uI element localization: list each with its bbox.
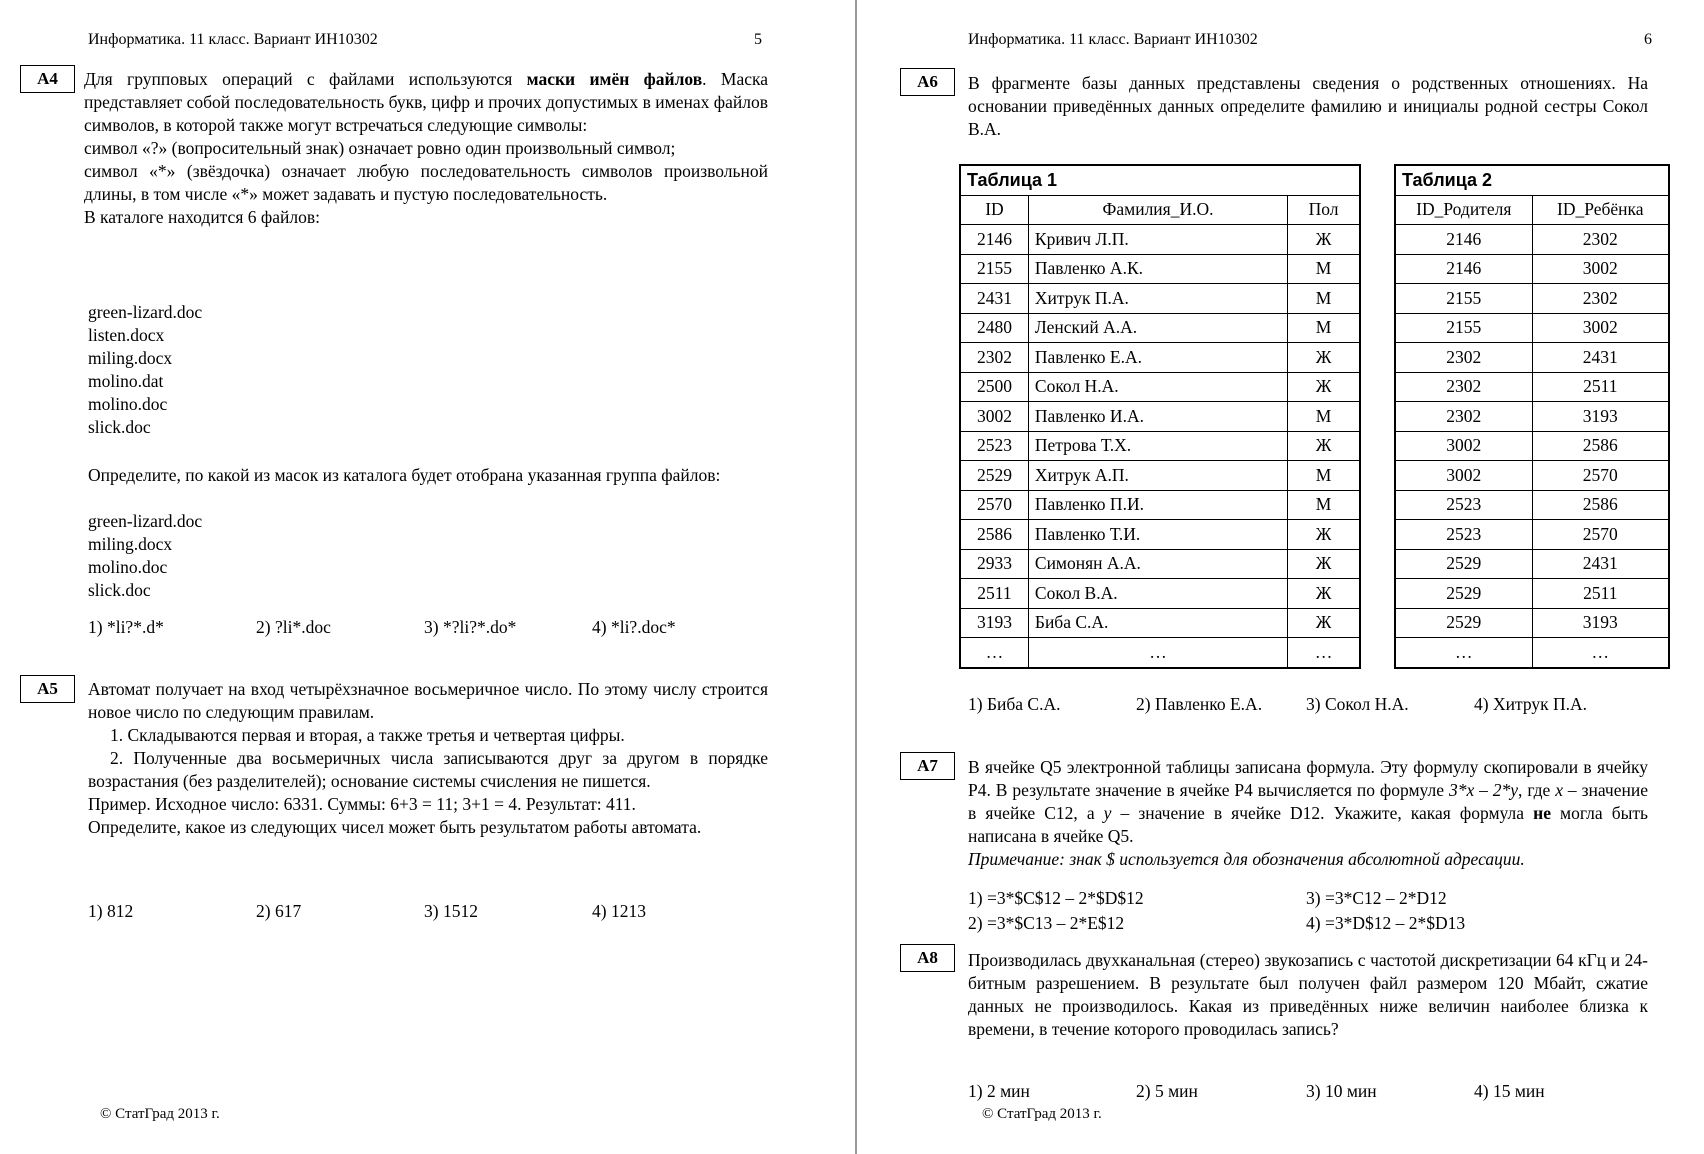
table-row bbox=[1396, 608, 1669, 638]
a5-option-4[interactable]: 4) 1213 bbox=[592, 901, 646, 921]
a4-option-1[interactable]: 1) *li?*.d* bbox=[88, 617, 164, 637]
table-cell: Павленко А.К. bbox=[1028, 254, 1287, 284]
a4-question: Определите, по какой из масок из каталога будет отобрана указанная группа файлов: bbox=[88, 465, 721, 485]
table-row bbox=[1396, 372, 1669, 402]
page-header bbox=[968, 28, 1658, 51]
table-cell: Петрова Т.Х. bbox=[1028, 431, 1287, 461]
table-row bbox=[961, 254, 1360, 284]
table-1 bbox=[960, 165, 1360, 668]
table-cell: 2431 bbox=[1532, 343, 1668, 373]
a6-intro: В фрагменте базы данных представлены сведения о родственных отношениях. На основании приведённых данных определите фамилию и инициалы родной сестры Сокол В.А. bbox=[968, 73, 1648, 139]
table-cell: 2570 bbox=[1532, 520, 1668, 550]
table-cell: М bbox=[1288, 284, 1360, 314]
a8-option-2[interactable]: 2) 5 мин bbox=[1136, 1081, 1198, 1101]
table-row bbox=[961, 608, 1360, 638]
a5-option-3[interactable]: 3) 1512 bbox=[424, 901, 478, 921]
page-right bbox=[858, 0, 1704, 1154]
table-row bbox=[1396, 343, 1669, 373]
table-cell: 2529 bbox=[961, 461, 1029, 491]
table2-caption: Таблица 2 bbox=[1396, 166, 1669, 196]
table-row bbox=[1396, 431, 1669, 461]
a4-rule-question-mark: символ «?» (вопросительный знак) означает ровно один произвольный символ; bbox=[84, 138, 676, 158]
a8-options bbox=[968, 1080, 1644, 1103]
table-cell: 2302 bbox=[961, 343, 1029, 373]
table-cell: Ж bbox=[1288, 608, 1360, 638]
table-row bbox=[1396, 313, 1669, 343]
question-label-a7: А7 bbox=[900, 752, 955, 780]
table-cell: Сокол В.А. bbox=[1028, 579, 1287, 609]
a7-body bbox=[968, 756, 1648, 871]
page-number: 6 bbox=[1644, 31, 1652, 48]
table-cell: 2155 bbox=[961, 254, 1029, 284]
table1-caption: Таблица 1 bbox=[961, 166, 1360, 196]
table-cell: 2302 bbox=[1396, 372, 1533, 402]
table-cell: 2511 bbox=[1532, 372, 1668, 402]
table-cell: 2146 bbox=[961, 225, 1029, 255]
a4-intro: Для групповых операций с файлами используются маски имён файлов. Маска представляет собой последовательность букв, цифр и прочих допустимых в именах файлов символов, в которой также могут встречаться следующие символы: bbox=[84, 69, 768, 135]
table-cell: М bbox=[1288, 313, 1360, 343]
a8-option-4[interactable]: 4) 15 мин bbox=[1474, 1081, 1545, 1101]
table-cell: … bbox=[1288, 638, 1360, 668]
page-header bbox=[88, 28, 768, 51]
table-row bbox=[1396, 638, 1669, 668]
question-label-a5: А5 bbox=[20, 675, 75, 703]
table1-header-cell: ID bbox=[961, 195, 1029, 225]
table-cell: 2523 bbox=[961, 431, 1029, 461]
table-cell: 2586 bbox=[1532, 490, 1668, 520]
a7-options bbox=[968, 887, 1658, 935]
table-cell: Ж bbox=[1288, 431, 1360, 461]
table-cell: … bbox=[1396, 638, 1533, 668]
table-row bbox=[1396, 520, 1669, 550]
table-cell: 2511 bbox=[961, 579, 1029, 609]
table-cell: 3002 bbox=[1396, 431, 1533, 461]
table-row bbox=[1396, 225, 1669, 255]
table-cell: 3002 bbox=[1532, 254, 1668, 284]
table-cell: 2146 bbox=[1396, 254, 1533, 284]
page-footer: © СтатГрад 2013 г. bbox=[100, 1106, 220, 1122]
table-row bbox=[961, 343, 1360, 373]
table-cell: 2933 bbox=[961, 549, 1029, 579]
a5-example: Пример. Исходное число: 6331. Суммы: 6+3 = 11; 3+1 = 4. Результат: 411. bbox=[88, 794, 636, 814]
list-item: miling.docx bbox=[88, 348, 173, 368]
table-cell: 2146 bbox=[1396, 225, 1533, 255]
table-row bbox=[1396, 402, 1669, 432]
table-cell: … bbox=[1532, 638, 1668, 668]
table-cell: М bbox=[1288, 254, 1360, 284]
table-cell: 2500 bbox=[961, 372, 1029, 402]
table-cell: Кривич Л.П. bbox=[1028, 225, 1287, 255]
a4-rule-asterisk: символ «*» (звёздочка) означает любую последовательность символов произвольной длины, в том числе «*» может задавать и пустую последовательность. bbox=[84, 161, 768, 204]
question-label-a4: А4 bbox=[20, 65, 75, 93]
table-row bbox=[961, 225, 1360, 255]
table-cell: Павленко П.И. bbox=[1028, 490, 1287, 520]
question-label-a6: А6 bbox=[900, 68, 955, 96]
a4-file-list bbox=[88, 301, 202, 439]
question-label-a8: А8 bbox=[900, 944, 955, 972]
list-item: molino.dat bbox=[88, 371, 164, 391]
table-cell: 2570 bbox=[1532, 461, 1668, 491]
a5-option-2[interactable]: 2) 617 bbox=[256, 901, 302, 921]
table-cell: 3193 bbox=[961, 608, 1029, 638]
table-cell: Ж bbox=[1288, 579, 1360, 609]
table-cell: 2586 bbox=[961, 520, 1029, 550]
table-cell: 2570 bbox=[961, 490, 1029, 520]
table-cell: М bbox=[1288, 490, 1360, 520]
a7-note: Примечание: знак $ используется для обозначения абсолютной адресации. bbox=[968, 849, 1525, 869]
table-cell: 2523 bbox=[1396, 520, 1533, 550]
table-row bbox=[961, 520, 1360, 550]
table-cell: 2302 bbox=[1532, 225, 1668, 255]
table-cell: Павленко И.А. bbox=[1028, 402, 1287, 432]
a7-option-1[interactable]: 1) =3*$C$12 – 2*$D$12 bbox=[968, 888, 1144, 908]
table-cell: 3002 bbox=[961, 402, 1029, 432]
table-cell: 2302 bbox=[1396, 343, 1533, 373]
table-row bbox=[961, 490, 1360, 520]
list-item: molino.doc bbox=[88, 557, 168, 577]
table-cell: 2431 bbox=[961, 284, 1029, 314]
table-row bbox=[1396, 254, 1669, 284]
list-item: miling.docx bbox=[88, 534, 173, 554]
a5-step-1: 1. Складываются первая и вторая, а также третья и четвертая цифры. bbox=[110, 725, 625, 745]
table-cell: 3002 bbox=[1396, 461, 1533, 491]
table-row bbox=[1396, 549, 1669, 579]
a8-option-1[interactable]: 1) 2 мин bbox=[968, 1081, 1030, 1101]
a7-text: В ячейке Q5 электронной таблицы записана формула. Эту формулу скопировали в ячейку P4. В результате значение в ячейке P4 вычисляется по формуле 3*x – 2*y, где x – значение в ячейке C12, а y – значение в ячейке D12. Укажите, какая формула не могла быть написана в ячейке Q5. bbox=[968, 757, 1649, 846]
table-cell: … bbox=[961, 638, 1029, 668]
table-cell: М bbox=[1288, 402, 1360, 432]
a8-text: Производилась двухканальная (стерео) звукозапись с частотой дискретизации 64 кГц и 24-битным разрешением. В результате был получен файл размером 120 Мбайт, сжатие данных не производилось. Какая из приведённых ниже величин наиболее близка к времени, в течение которого проводилась запись? bbox=[968, 950, 1648, 1039]
table-cell: Ж bbox=[1288, 520, 1360, 550]
table-cell: 2523 bbox=[1396, 490, 1533, 520]
table-row bbox=[961, 549, 1360, 579]
table-cell: Хитрук А.П. bbox=[1028, 461, 1287, 491]
table-cell: Павленко Т.И. bbox=[1028, 520, 1287, 550]
a7-option-2[interactable]: 2) =3*$C13 – 2*E$12 bbox=[968, 913, 1125, 933]
table-cell: 3002 bbox=[1532, 313, 1668, 343]
a4-option-2[interactable]: 2) ?li*.doc bbox=[256, 617, 331, 637]
table-row bbox=[1396, 579, 1669, 609]
a8-option-3[interactable]: 3) 10 мин bbox=[1306, 1081, 1377, 1101]
table-cell: Сокол Н.А. bbox=[1028, 372, 1287, 402]
table-row bbox=[961, 579, 1360, 609]
a6-option-4[interactable]: 4) Хитрук П.А. bbox=[1474, 694, 1587, 714]
table-cell: 2302 bbox=[1396, 402, 1533, 432]
list-item: green-lizard.doc bbox=[88, 302, 203, 322]
table-cell: Хитрук П.А. bbox=[1028, 284, 1287, 314]
table-row bbox=[1396, 284, 1669, 314]
table-row bbox=[961, 638, 1360, 668]
table-row bbox=[961, 372, 1360, 402]
a6-option-1[interactable]: 1) Биба С.А. bbox=[968, 694, 1061, 714]
a4-options bbox=[88, 616, 760, 639]
a6-options bbox=[968, 693, 1644, 716]
table-cell: Ж bbox=[1288, 225, 1360, 255]
table-cell: М bbox=[1288, 461, 1360, 491]
a4-option-3[interactable]: 3) *?li?*.do* bbox=[424, 617, 517, 637]
table-cell: Ж bbox=[1288, 343, 1360, 373]
table-cell: 3193 bbox=[1532, 608, 1668, 638]
table-row bbox=[1396, 461, 1669, 491]
a5-intro: Автомат получает на вход четырёхзначное восьмеричное число. По этому числу строится новое число по следующим правилам. bbox=[88, 679, 768, 722]
a4-option-4[interactable]: 4) *li?.doc* bbox=[592, 617, 676, 637]
table-cell: 2529 bbox=[1396, 579, 1533, 609]
table-cell: Биба С.А. bbox=[1028, 608, 1287, 638]
table1-header-cell: Фамилия_И.О. bbox=[1028, 195, 1287, 225]
page-footer: © СтатГрад 2013 г. bbox=[982, 1106, 1102, 1122]
a4-selected-files bbox=[88, 510, 202, 602]
a4-catalog-intro: В каталоге находится 6 файлов: bbox=[84, 207, 320, 227]
header-title: Информатика. 11 класс. Вариант ИН10302 bbox=[968, 31, 1258, 48]
table-row bbox=[961, 313, 1360, 343]
table-row bbox=[961, 461, 1360, 491]
table1-header-cell: Пол bbox=[1288, 195, 1360, 225]
page-divider bbox=[855, 0, 857, 1154]
table-cell: Ж bbox=[1288, 372, 1360, 402]
table-cell: 2586 bbox=[1532, 431, 1668, 461]
table-row bbox=[961, 284, 1360, 314]
table-cell: 2480 bbox=[961, 313, 1029, 343]
a5-options bbox=[88, 900, 760, 923]
table-cell: 3193 bbox=[1532, 402, 1668, 432]
table-row bbox=[961, 402, 1360, 432]
list-item: molino.doc bbox=[88, 394, 168, 414]
a7-option-3[interactable]: 3) =3*C12 – 2*D12 bbox=[1306, 888, 1447, 908]
table-cell: Ж bbox=[1288, 549, 1360, 579]
table-cell: Ленский А.А. bbox=[1028, 313, 1287, 343]
table2-header-cell: ID_Родителя bbox=[1396, 195, 1533, 225]
list-item: green-lizard.doc bbox=[88, 511, 203, 531]
table-cell: 2529 bbox=[1396, 549, 1533, 579]
a5-body bbox=[88, 678, 768, 839]
a4-body bbox=[84, 68, 768, 229]
table2-header-cell: ID_Ребёнка bbox=[1532, 195, 1668, 225]
table-cell: Симонян А.А. bbox=[1028, 549, 1287, 579]
a5-option-1[interactable]: 1) 812 bbox=[88, 901, 134, 921]
header-title: Информатика. 11 класс. Вариант ИН10302 bbox=[88, 31, 378, 48]
table-cell: 2431 bbox=[1532, 549, 1668, 579]
table-2 bbox=[1395, 165, 1669, 668]
list-item: slick.doc bbox=[88, 580, 151, 600]
table-cell: 2155 bbox=[1396, 313, 1533, 343]
a6-option-2[interactable]: 2) Павленко Е.А. bbox=[1136, 694, 1263, 714]
a5-step-2: 2. Полученные два восьмеричных числа записываются друг за другом в порядке возрастания (без разделителей); основание системы счисления не пишется. bbox=[88, 748, 768, 791]
a6-option-3[interactable]: 3) Сокол Н.А. bbox=[1306, 694, 1409, 714]
list-item: slick.doc bbox=[88, 417, 151, 437]
table-cell: … bbox=[1028, 638, 1287, 668]
list-item: listen.docx bbox=[88, 325, 165, 345]
page-number: 5 bbox=[754, 31, 762, 48]
table-cell: Павленко Е.А. bbox=[1028, 343, 1287, 373]
table-cell: 2302 bbox=[1532, 284, 1668, 314]
table-row bbox=[1396, 490, 1669, 520]
table-cell: 2155 bbox=[1396, 284, 1533, 314]
a5-question: Определите, какое из следующих чисел может быть результатом работы автомата. bbox=[88, 817, 702, 837]
table-cell: 2529 bbox=[1396, 608, 1533, 638]
table-row bbox=[961, 431, 1360, 461]
a7-option-4[interactable]: 4) =3*D$12 – 2*$D13 bbox=[1306, 913, 1466, 933]
table-cell: 2511 bbox=[1532, 579, 1668, 609]
